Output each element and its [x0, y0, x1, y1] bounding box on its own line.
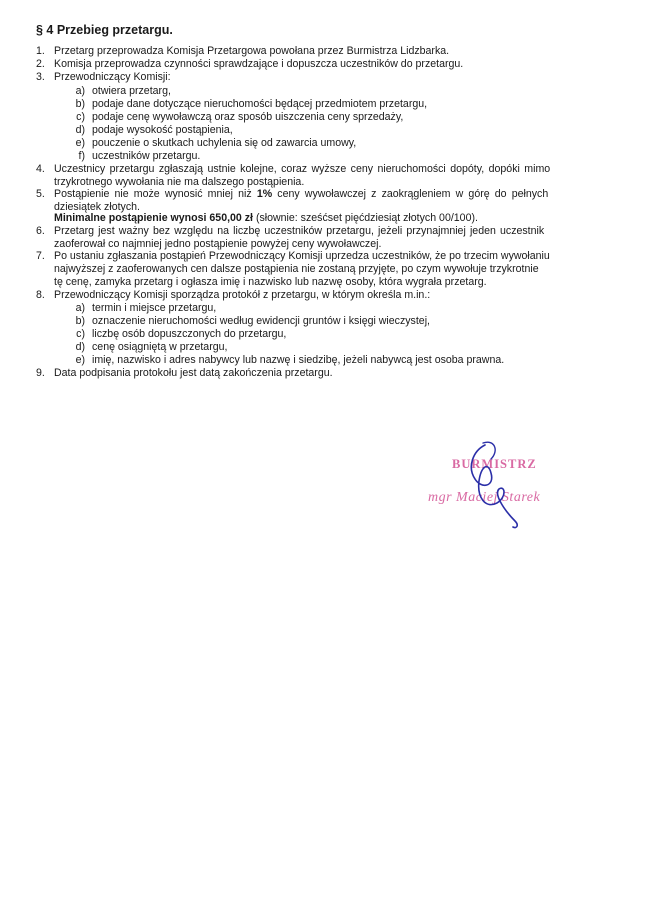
sub-letter: b) — [75, 98, 85, 110]
sub-letter: d) — [75, 124, 85, 136]
item-number: 4. — [36, 163, 45, 175]
item-number: 2. — [36, 58, 45, 70]
item-text: tę cenę, zamyka przetarg i ogłasza imię i nazwisko lub nazwę osoby, która wygrała przetarg. — [54, 276, 487, 288]
item-text: Przetarg przeprowadza Komisja Przetargowa powołana przez Burmistrza Lidzbarka. — [54, 45, 450, 57]
sub-letter: c) — [76, 328, 85, 340]
text-fragment: Postąpienie nie może wynosić mniej niż — [54, 188, 257, 200]
min-bid-words: (słownie: sześćset pięćdziesiąt złotych 00/100). — [253, 212, 478, 224]
text-fragment: ceny wywoławczej z zaokrągleniem w górę do pełnych — [272, 188, 549, 200]
item-text: Po ustaniu zgłaszania postąpień Przewodniczący Komisji uprzedza uczestników, że po trzecim wywołaniu — [54, 250, 550, 262]
percent-value: 1% — [256, 188, 273, 200]
sub-letter: d) — [75, 341, 85, 353]
item-text: Przewodniczący Komisji sporządza protokół z przetargu, w którym określa m.in.: — [54, 289, 431, 301]
sub-text: uczestników przetargu. — [92, 150, 201, 162]
sub-letter: e) — [75, 354, 85, 366]
section-title: § 4 Przebieg przetargu. — [36, 23, 173, 37]
sub-text: imię, nazwisko i adres nabywcy lub nazwę i siedzibę, jeżeli nabywcą jest osoba prawna. — [92, 354, 505, 366]
item-text: najwyższej z zaoferowanych cen dalsze postąpienia nie zostaną przyjęte, po czym wywołuje trzykrotnie — [54, 263, 539, 275]
item-text: dziesiątek złotych. — [54, 201, 140, 213]
item-text: Data podpisania protokołu jest datą zakończenia przetargu. — [54, 367, 333, 379]
item-number: 6. — [36, 225, 45, 237]
sub-text: pouczenie o skutkach uchylenia się od zawarcia umowy, — [92, 137, 357, 149]
item-text: Przewodniczący Komisji: — [54, 71, 171, 83]
sub-letter: f) — [78, 150, 85, 162]
item-text: Komisja przeprowadza czynności sprawdzające i dopuszcza uczestników do przetargu. — [54, 58, 464, 70]
item-number: 3. — [36, 71, 45, 83]
item-number: 7. — [36, 250, 45, 262]
sub-letter: a) — [75, 85, 85, 97]
sub-text: liczbę osób dopuszczonych do przetargu, — [92, 328, 287, 340]
item-text: trzykrotnego wywołania nie ma dalszego postąpienia. — [54, 176, 305, 188]
item-number: 8. — [36, 289, 45, 301]
stamp-title: BURMISTRZ — [452, 457, 537, 471]
stamp-name: mgr Maciej Starek — [428, 490, 541, 505]
handwritten-signature — [455, 437, 545, 532]
item-text: Przetarg jest ważny bez względu na liczbę uczestników przetargu, jeżeli przynajmniej jeden uczestnik — [54, 225, 545, 237]
sub-letter: c) — [76, 111, 85, 123]
sub-letter: e) — [75, 137, 85, 149]
sub-text: oznaczenie nieruchomości według ewidencji gruntów i księgi wieczystej, — [92, 315, 430, 327]
item-text: Uczestnicy przetargu zgłaszają ustnie kolejne, coraz wyższe ceny nieruchomości dopóty, dopóki mimo — [54, 163, 551, 175]
item-number: 1. — [36, 45, 45, 57]
sub-letter: b) — [75, 315, 85, 327]
sub-text: cenę osiągniętą w przetargu, — [92, 341, 228, 353]
item-number: 9. — [36, 367, 45, 379]
item-text: zaoferował co najmniej jedno postąpienie powyżej ceny wywoławczej. — [54, 238, 382, 250]
sub-text: termin i miejsce przetargu, — [92, 302, 217, 314]
sub-text: podaje dane dotyczące nieruchomości będącej przedmiotem przetargu, — [92, 98, 428, 110]
min-bid-amount: Minimalne postąpienie wynosi 650,00 zł — [54, 212, 253, 224]
item-number: 5. — [36, 188, 45, 200]
sub-text: otwiera przetarg, — [92, 85, 171, 97]
sub-text: podaje wysokość postąpienia, — [92, 124, 233, 136]
sub-letter: a) — [75, 302, 85, 314]
sub-text: podaje cenę wywoławczą oraz sposób uiszczenia ceny sprzedaży, — [92, 111, 404, 123]
